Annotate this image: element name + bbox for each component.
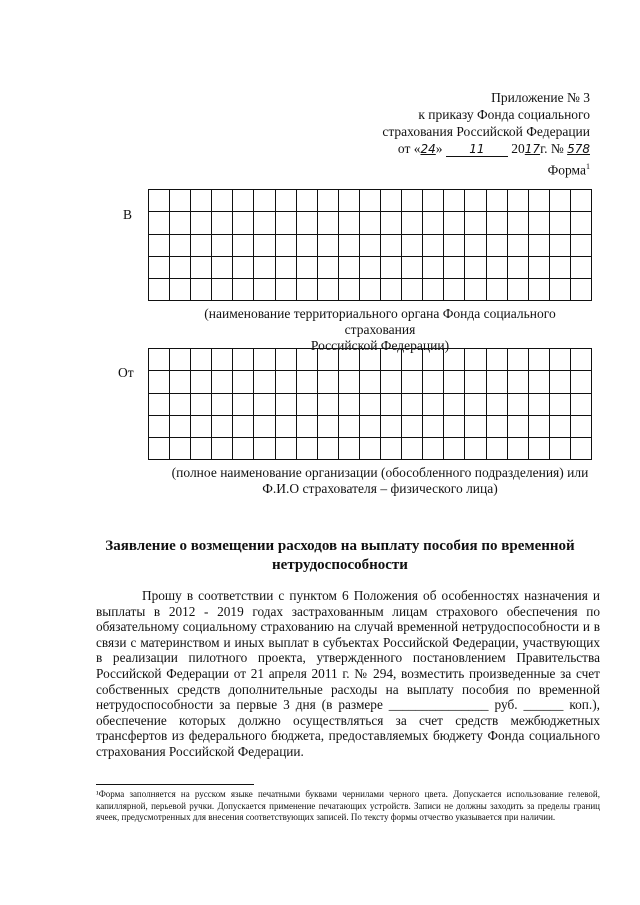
- input-cell[interactable]: [296, 371, 317, 393]
- input-cell[interactable]: [275, 371, 296, 393]
- from-label: От: [118, 365, 134, 380]
- input-cell[interactable]: [381, 438, 402, 460]
- input-cell[interactable]: [317, 190, 338, 212]
- grid-row: [149, 415, 592, 437]
- input-cell[interactable]: [359, 279, 380, 301]
- input-cell[interactable]: [402, 349, 423, 371]
- input-cell[interactable]: [359, 371, 380, 393]
- input-cell[interactable]: [296, 256, 317, 278]
- input-cell[interactable]: [275, 256, 296, 278]
- input-cell[interactable]: [423, 371, 444, 393]
- header-appendix: [382, 89, 590, 179]
- input-cell[interactable]: [359, 190, 380, 212]
- from-cell-grid[interactable]: [148, 348, 592, 460]
- input-cell[interactable]: [444, 349, 465, 371]
- input-cell[interactable]: [570, 438, 591, 460]
- input-cell[interactable]: [423, 438, 444, 460]
- input-cell[interactable]: [338, 415, 359, 437]
- input-cell[interactable]: [549, 212, 570, 234]
- input-cell[interactable]: [359, 393, 380, 415]
- input-cell[interactable]: [254, 279, 275, 301]
- input-cell[interactable]: [149, 190, 170, 212]
- input-cell[interactable]: [275, 212, 296, 234]
- input-cell[interactable]: [149, 212, 170, 234]
- input-cell[interactable]: [317, 279, 338, 301]
- input-cell[interactable]: [233, 393, 254, 415]
- input-cell[interactable]: [423, 415, 444, 437]
- input-cell[interactable]: [233, 415, 254, 437]
- input-cell[interactable]: [528, 212, 549, 234]
- input-cell[interactable]: [233, 349, 254, 371]
- input-cell[interactable]: [338, 234, 359, 256]
- input-cell[interactable]: [570, 256, 591, 278]
- input-cell[interactable]: [507, 279, 528, 301]
- input-cell[interactable]: [275, 349, 296, 371]
- document-title: Заявление о возмещении расходов на выплату пособия по временной нетрудоспособности: [105, 538, 575, 573]
- input-cell[interactable]: [170, 212, 191, 234]
- input-cell[interactable]: [465, 212, 486, 234]
- input-cell[interactable]: [212, 256, 233, 278]
- input-cell[interactable]: [465, 234, 486, 256]
- input-cell[interactable]: [528, 349, 549, 371]
- input-cell[interactable]: [170, 415, 191, 437]
- input-cell[interactable]: [570, 234, 591, 256]
- input-cell[interactable]: [296, 212, 317, 234]
- input-cell[interactable]: [338, 212, 359, 234]
- input-cell[interactable]: [528, 438, 549, 460]
- input-cell[interactable]: [549, 438, 570, 460]
- input-cell[interactable]: [254, 349, 275, 371]
- input-cell[interactable]: [212, 279, 233, 301]
- input-cell[interactable]: [423, 279, 444, 301]
- input-cell[interactable]: [296, 393, 317, 415]
- input-cell[interactable]: [338, 371, 359, 393]
- input-cell[interactable]: [317, 371, 338, 393]
- input-cell[interactable]: [317, 234, 338, 256]
- input-cell[interactable]: [570, 415, 591, 437]
- input-cell[interactable]: [402, 234, 423, 256]
- form-label: Форма$^1$: [547, 162, 590, 178]
- input-cell[interactable]: [465, 279, 486, 301]
- input-cell[interactable]: [381, 415, 402, 437]
- input-cell[interactable]: [570, 393, 591, 415]
- grid-row: [149, 393, 592, 415]
- input-cell[interactable]: [254, 438, 275, 460]
- input-cell[interactable]: [486, 415, 507, 437]
- input-cell[interactable]: [528, 190, 549, 212]
- input-cell[interactable]: [528, 415, 549, 437]
- input-cell[interactable]: [570, 279, 591, 301]
- to-cell-grid[interactable]: [148, 189, 592, 301]
- input-cell[interactable]: [254, 393, 275, 415]
- input-cell[interactable]: [275, 393, 296, 415]
- input-cell[interactable]: [149, 256, 170, 278]
- input-cell[interactable]: [317, 393, 338, 415]
- input-cell[interactable]: [402, 256, 423, 278]
- input-cell[interactable]: [507, 393, 528, 415]
- input-cell[interactable]: [402, 371, 423, 393]
- input-cell[interactable]: [381, 279, 402, 301]
- input-cell[interactable]: [444, 234, 465, 256]
- input-cell[interactable]: [149, 234, 170, 256]
- input-cell[interactable]: [149, 279, 170, 301]
- input-cell[interactable]: [296, 234, 317, 256]
- input-cell[interactable]: [170, 393, 191, 415]
- input-cell[interactable]: [359, 415, 380, 437]
- input-cell[interactable]: [381, 234, 402, 256]
- input-cell[interactable]: [191, 212, 212, 234]
- input-cell[interactable]: [254, 234, 275, 256]
- input-cell[interactable]: [402, 190, 423, 212]
- input-cell[interactable]: [254, 371, 275, 393]
- input-cell[interactable]: [359, 349, 380, 371]
- input-cell[interactable]: [507, 234, 528, 256]
- input-cell[interactable]: [275, 415, 296, 437]
- input-cell[interactable]: [528, 371, 549, 393]
- input-cell[interactable]: [486, 393, 507, 415]
- input-cell[interactable]: [486, 279, 507, 301]
- input-cell[interactable]: [191, 438, 212, 460]
- input-cell[interactable]: [170, 256, 191, 278]
- input-cell[interactable]: [465, 415, 486, 437]
- input-cell[interactable]: [507, 212, 528, 234]
- input-cell[interactable]: [212, 415, 233, 437]
- footnote-text: ¹Форма заполняется на русском языке печатными буквами чернилами черного цвета. Допускается использование гелевой, капиллярной, перьевой ручки. Допускается применение печатающих устройств. Записи не должны заходить за пределы границ ячеек, предусмотренных для внесения соответствующих записей. По тексту формы отчество указывается при наличии.: [96, 789, 600, 822]
- input-cell[interactable]: [170, 279, 191, 301]
- input-cell[interactable]: [170, 349, 191, 371]
- input-cell[interactable]: [465, 438, 486, 460]
- input-cell[interactable]: [486, 256, 507, 278]
- input-cell[interactable]: [570, 190, 591, 212]
- input-cell[interactable]: [233, 279, 254, 301]
- input-cell[interactable]: [423, 393, 444, 415]
- input-cell[interactable]: [338, 349, 359, 371]
- grid-row: [149, 349, 592, 371]
- input-cell[interactable]: [549, 256, 570, 278]
- input-cell[interactable]: [549, 415, 570, 437]
- grid-row: [149, 212, 592, 234]
- input-cell[interactable]: [465, 393, 486, 415]
- input-cell[interactable]: [254, 415, 275, 437]
- input-cell[interactable]: [170, 190, 191, 212]
- input-cell[interactable]: [423, 349, 444, 371]
- input-cell[interactable]: [149, 393, 170, 415]
- input-cell[interactable]: [191, 256, 212, 278]
- input-cell[interactable]: [296, 349, 317, 371]
- input-cell[interactable]: [191, 415, 212, 437]
- grid-row: [149, 279, 592, 301]
- input-cell[interactable]: [233, 256, 254, 278]
- input-cell[interactable]: [233, 438, 254, 460]
- input-cell[interactable]: [402, 279, 423, 301]
- input-cell[interactable]: [423, 190, 444, 212]
- input-cell[interactable]: [486, 190, 507, 212]
- input-cell[interactable]: [296, 415, 317, 437]
- input-cell[interactable]: [254, 212, 275, 234]
- input-cell[interactable]: [149, 349, 170, 371]
- input-cell[interactable]: [528, 234, 549, 256]
- input-cell[interactable]: [191, 349, 212, 371]
- input-cell[interactable]: [486, 438, 507, 460]
- header-date-line: от «24» 11 2017г. № 578: [397, 141, 590, 156]
- input-cell[interactable]: [549, 349, 570, 371]
- input-cell[interactable]: [212, 371, 233, 393]
- input-cell[interactable]: [212, 212, 233, 234]
- input-cell[interactable]: [191, 190, 212, 212]
- input-cell[interactable]: [191, 393, 212, 415]
- input-cell[interactable]: [507, 371, 528, 393]
- date-year: 17: [524, 142, 541, 156]
- input-cell[interactable]: [465, 349, 486, 371]
- input-cell[interactable]: [507, 415, 528, 437]
- input-cell[interactable]: [402, 415, 423, 437]
- input-cell[interactable]: [317, 415, 338, 437]
- to-label: В: [123, 207, 133, 222]
- input-cell[interactable]: [486, 371, 507, 393]
- input-cell[interactable]: [233, 371, 254, 393]
- input-cell[interactable]: [381, 212, 402, 234]
- input-cell[interactable]: [233, 212, 254, 234]
- input-cell[interactable]: [381, 349, 402, 371]
- input-cell[interactable]: [212, 349, 233, 371]
- input-cell[interactable]: [338, 393, 359, 415]
- grid-row: [149, 438, 592, 460]
- input-cell[interactable]: [191, 371, 212, 393]
- input-cell[interactable]: [549, 190, 570, 212]
- to-caption: (наименование территориального органа Фонда социального страхования Российской Федерации): [204, 306, 556, 353]
- input-cell[interactable]: [570, 349, 591, 371]
- input-cell[interactable]: [149, 371, 170, 393]
- input-cell[interactable]: [149, 438, 170, 460]
- input-cell[interactable]: [212, 190, 233, 212]
- input-cell[interactable]: [170, 234, 191, 256]
- input-cell[interactable]: [402, 438, 423, 460]
- input-cell[interactable]: [402, 212, 423, 234]
- input-cell[interactable]: [465, 256, 486, 278]
- input-cell[interactable]: [549, 371, 570, 393]
- input-cell[interactable]: [254, 190, 275, 212]
- input-cell[interactable]: [317, 438, 338, 460]
- input-cell[interactable]: [465, 371, 486, 393]
- input-cell[interactable]: [317, 349, 338, 371]
- grid-row: [149, 190, 592, 212]
- input-cell[interactable]: [486, 212, 507, 234]
- input-cell[interactable]: [423, 234, 444, 256]
- input-cell[interactable]: [570, 371, 591, 393]
- input-cell[interactable]: [275, 279, 296, 301]
- input-cell[interactable]: [212, 393, 233, 415]
- input-cell[interactable]: [549, 279, 570, 301]
- input-cell[interactable]: [507, 256, 528, 278]
- input-cell[interactable]: [233, 190, 254, 212]
- input-cell[interactable]: [444, 256, 465, 278]
- input-cell[interactable]: [549, 234, 570, 256]
- input-cell[interactable]: [149, 415, 170, 437]
- input-cell[interactable]: [359, 438, 380, 460]
- input-cell[interactable]: [507, 349, 528, 371]
- input-cell[interactable]: [528, 256, 549, 278]
- input-cell[interactable]: [212, 234, 233, 256]
- input-cell[interactable]: [486, 234, 507, 256]
- input-cell[interactable]: [170, 438, 191, 460]
- input-cell[interactable]: [317, 212, 338, 234]
- input-cell[interactable]: [444, 279, 465, 301]
- input-cell[interactable]: [444, 393, 465, 415]
- grid-row: [149, 256, 592, 278]
- input-cell[interactable]: [570, 212, 591, 234]
- input-cell[interactable]: [338, 256, 359, 278]
- input-cell[interactable]: [296, 438, 317, 460]
- from-caption: (полное наименование организации (обособленного подразделения) или Ф.И.О страхователя – физического лица): [171, 465, 589, 496]
- application-body-text: Прошу в соответствии с пунктом 6 Положения об особенностях назначения и выплаты в 2012 - 2019 годах застрахованным лицам страхового обеспечения по обязательному социальному страхованию на случай временной нетрудоспособности и в связи с материнством и иных выплат в субъектах Российской Федерации, участвующих в реализации пилотного проекта, утвержденного постановлением Правительства Российской Федерации от 21 апреля 2011 г. № 294, возместить произведенные за счет собственных средств дополнительные расходы на выплату пособия по временной нетрудоспособности за первые 3 дня (в размере _______________ руб. ______ коп.), обеспечение которых должно осуществляться за счет средств межбюджетных трансфертов из федерального бюджета, предоставляемых бюджету Фонда социального страхования Российской Федерации.: [96, 588, 600, 759]
- input-cell[interactable]: [338, 190, 359, 212]
- input-cell[interactable]: [381, 256, 402, 278]
- input-cell[interactable]: [423, 256, 444, 278]
- header-line-3: страхования Российской Федерации: [382, 124, 590, 139]
- input-cell[interactable]: [444, 415, 465, 437]
- input-cell[interactable]: [359, 212, 380, 234]
- input-cell[interactable]: [465, 190, 486, 212]
- input-cell[interactable]: [381, 371, 402, 393]
- grid-row: [149, 234, 592, 256]
- input-cell[interactable]: [549, 393, 570, 415]
- input-cell[interactable]: [233, 234, 254, 256]
- input-cell[interactable]: [381, 393, 402, 415]
- input-cell[interactable]: [212, 438, 233, 460]
- input-cell[interactable]: [338, 438, 359, 460]
- grid-row: [149, 371, 592, 393]
- input-cell[interactable]: [296, 279, 317, 301]
- input-cell[interactable]: [528, 279, 549, 301]
- input-cell[interactable]: [275, 234, 296, 256]
- input-cell[interactable]: [359, 234, 380, 256]
- input-cell[interactable]: [317, 256, 338, 278]
- input-cell[interactable]: [423, 212, 444, 234]
- input-cell[interactable]: [170, 371, 191, 393]
- input-cell[interactable]: [381, 190, 402, 212]
- input-cell[interactable]: [444, 190, 465, 212]
- input-cell[interactable]: [507, 190, 528, 212]
- input-cell[interactable]: [444, 371, 465, 393]
- input-cell[interactable]: [444, 212, 465, 234]
- input-cell[interactable]: [275, 190, 296, 212]
- input-cell[interactable]: [359, 256, 380, 278]
- header-line-2: к приказу Фонда социального: [418, 107, 590, 122]
- input-cell[interactable]: [254, 256, 275, 278]
- input-cell[interactable]: [275, 438, 296, 460]
- input-cell[interactable]: [444, 438, 465, 460]
- date-month: 11: [469, 142, 485, 156]
- footnote-separator: [96, 784, 254, 785]
- date-day: 24: [420, 142, 436, 156]
- input-cell[interactable]: [528, 393, 549, 415]
- input-cell[interactable]: [507, 438, 528, 460]
- input-cell[interactable]: [191, 234, 212, 256]
- header-line-1: Приложение № 3: [491, 90, 590, 105]
- input-cell[interactable]: [296, 190, 317, 212]
- input-cell[interactable]: [338, 279, 359, 301]
- input-cell[interactable]: [191, 279, 212, 301]
- input-cell[interactable]: [402, 393, 423, 415]
- input-cell[interactable]: [486, 349, 507, 371]
- order-number: 578: [567, 142, 590, 156]
